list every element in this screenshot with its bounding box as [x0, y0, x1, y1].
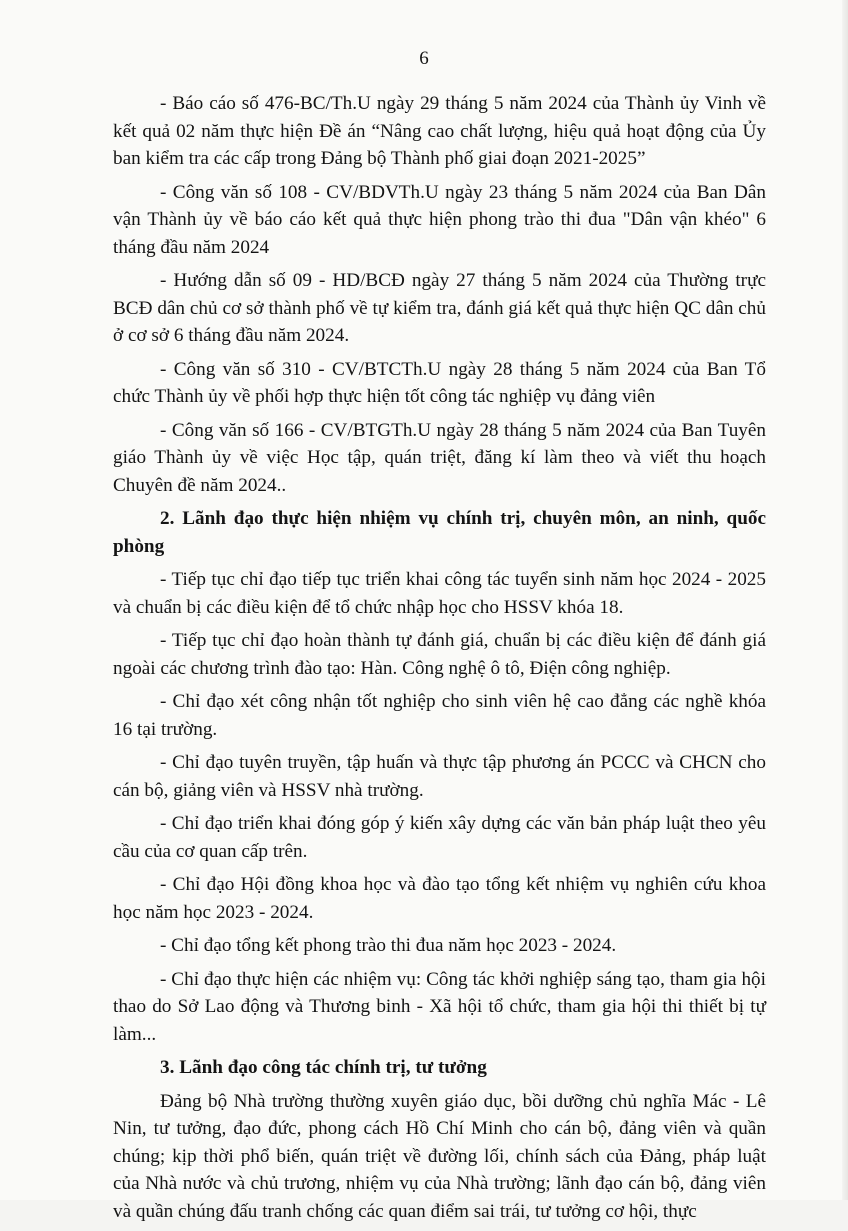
- list-item: - Hướng dẫn số 09 - HD/BCĐ ngày 27 tháng 5 năm 2024 của Thường trực BCĐ dân chủ cơ sở thành phố về tự kiểm tra, đánh giá kết quả thực hiện QC dân chủ ở cơ sở 6 tháng đầu năm 2024.: [113, 270, 766, 346]
- list-item: - Công văn số 108 - CV/BDVTh.U ngày 23 tháng 5 năm 2024 của Ban Dân vận Thành ủy về báo cáo kết quả thực hiện phong trào thi đua "Dân vận khéo" 6 tháng đầu năm 2024: [113, 181, 766, 258]
- list-item: - Chỉ đạo Hội đồng khoa học và đào tạo tổng kết nhiệm vụ nghiên cứu khoa học năm học 2023 - 2024.: [113, 874, 766, 923]
- list-item: - Chỉ đạo tuyên truyền, tập huấn và thực tập phương án PCCC và CHCN cho cán bộ, giảng viên và HSSV nhà trường.: [113, 752, 766, 801]
- list-item: - Chỉ đạo tổng kết phong trào thi đua năm học 2023 - 2024.: [160, 935, 617, 956]
- list-item: - Chỉ đạo triển khai đóng góp ý kiến xây dựng các văn bản pháp luật theo yêu cầu của cơ quan cấp trên.: [113, 813, 766, 862]
- list-item: - Tiếp tục chỉ đạo tiếp tục triển khai công tác tuyển sinh năm học 2024 - 2025 và chuẩn bị các điều kiện để tổ chức nhập học cho HSSV khóa 18.: [113, 569, 766, 618]
- list-item: - Chỉ đạo xét công nhận tốt nghiệp cho sinh viên hệ cao đẳng các nghề khóa 16 tại trường.: [113, 691, 766, 740]
- list-item: - Công văn số 166 - CV/BTGTh.U ngày 28 tháng 5 năm 2024 của Ban Tuyên giáo Thành ủy về việc Học tập, quán triệt, đăng kí làm theo và viết thu hoạch Chuyên đề năm 2024..: [113, 419, 766, 496]
- list-item: - Công văn số 310 - CV/BTCTh.U ngày 28 tháng 5 năm 2024 của Ban Tổ chức Thành ủy về phối hợp thực hiện tốt công tác nghiệp vụ đảng viên: [113, 358, 766, 407]
- section-heading-2: 2. Lãnh đạo thực hiện nhiệm vụ chính trị, chuyên môn, an ninh, quốc phòng: [113, 508, 766, 557]
- section-heading-3: 3. Lãnh đạo công tác chính trị, tư tưởng: [160, 1057, 487, 1078]
- list-item: - Chỉ đạo thực hiện các nhiệm vụ: Công tác khởi nghiệp sáng tạo, tham gia hội thao do Sở Lao động và Thương binh - Xã hội tổ chức, tham gia hội thi thiết bị tự làm...: [113, 968, 766, 1045]
- document-body: [113, 90, 766, 1231]
- page-number: 6: [419, 48, 429, 69]
- list-item: - Tiếp tục chỉ đạo hoàn thành tự đánh giá, chuẩn bị các điều kiện để đánh giá ngoài các chương trình đào tạo: Hàn. Công nghệ ô tô, Điện công nghiệp.: [113, 630, 766, 679]
- list-item: - Báo cáo số 476-BC/Th.U ngày 29 tháng 5 năm 2024 của Thành ủy Vinh về kết quả 02 năm thực hiện Đề án “Nâng cao chất lượng, hiệu quả hoạt động của Ủy ban kiểm tra các cấp trong Đảng bộ Thành phố giai đoạn 2021-2025”: [113, 93, 766, 169]
- page-edge: [842, 0, 848, 1200]
- body-paragraph: Đảng bộ Nhà trường thường xuyên giáo dục, bồi dưỡng chủ nghĩa Mác - Lê Nin, tư tưởng, đạo đức, phong cách Hồ Chí Minh cho cán bộ, đảng viên và quần chúng; kịp thời phổ biến, quán triệt về đường lối, chính sách của Đảng, pháp luật của Nhà nước và chủ trương, nhiệm vụ của Nhà trường; lãnh đạo cán bộ, đảng viên và quần chúng đấu tranh chống các quan điểm sai trái, tư tưởng cơ hội, thực: [113, 1090, 766, 1222]
